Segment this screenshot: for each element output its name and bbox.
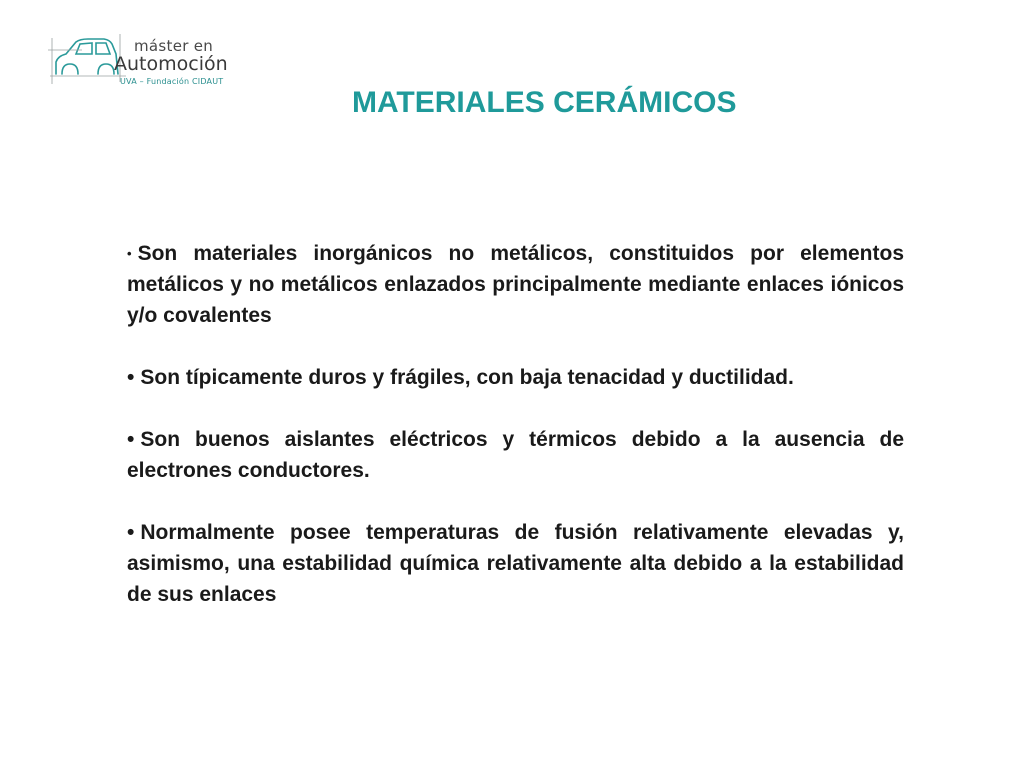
- bullet-item: [127, 362, 904, 393]
- slide-title: MATERIALES CERÁMICOS: [352, 86, 737, 119]
- bullet-icon: •: [127, 521, 135, 544]
- bullet-icon: •: [127, 366, 135, 389]
- master-automocion-logo: [48, 30, 228, 92]
- bullet-icon: •: [127, 428, 135, 451]
- bullet-text: Son buenos aislantes eléctricos y térmicos debido a la ausencia de electrones conductores.: [127, 428, 904, 482]
- bullet-text: Son típicamente duros y frágiles, con baja tenacidad y ductilidad.: [140, 366, 794, 389]
- bullet-text: Son materiales inorgánicos no metálicos, constituidos por elementos metálicos y no metálicos enlazados principalmente mediante enlaces iónicos y/o covalentes: [127, 242, 904, 327]
- bullet-item: [127, 238, 904, 331]
- bullet-item: [127, 517, 904, 610]
- bullet-list: [127, 238, 904, 641]
- bullet-icon: •: [127, 246, 132, 261]
- bullet-text: Normalmente posee temperaturas de fusión relativamente elevadas y, asimismo, una estabilidad química relativamente alta debido a la estabilidad de sus enlaces: [127, 521, 904, 606]
- logo-text-automocion: Automoción: [114, 53, 228, 75]
- bullet-item: [127, 424, 904, 486]
- logo-text-master: máster en: [134, 37, 214, 55]
- logo-text-uva-cidaut: UVA – Fundación CIDAUT: [120, 77, 224, 86]
